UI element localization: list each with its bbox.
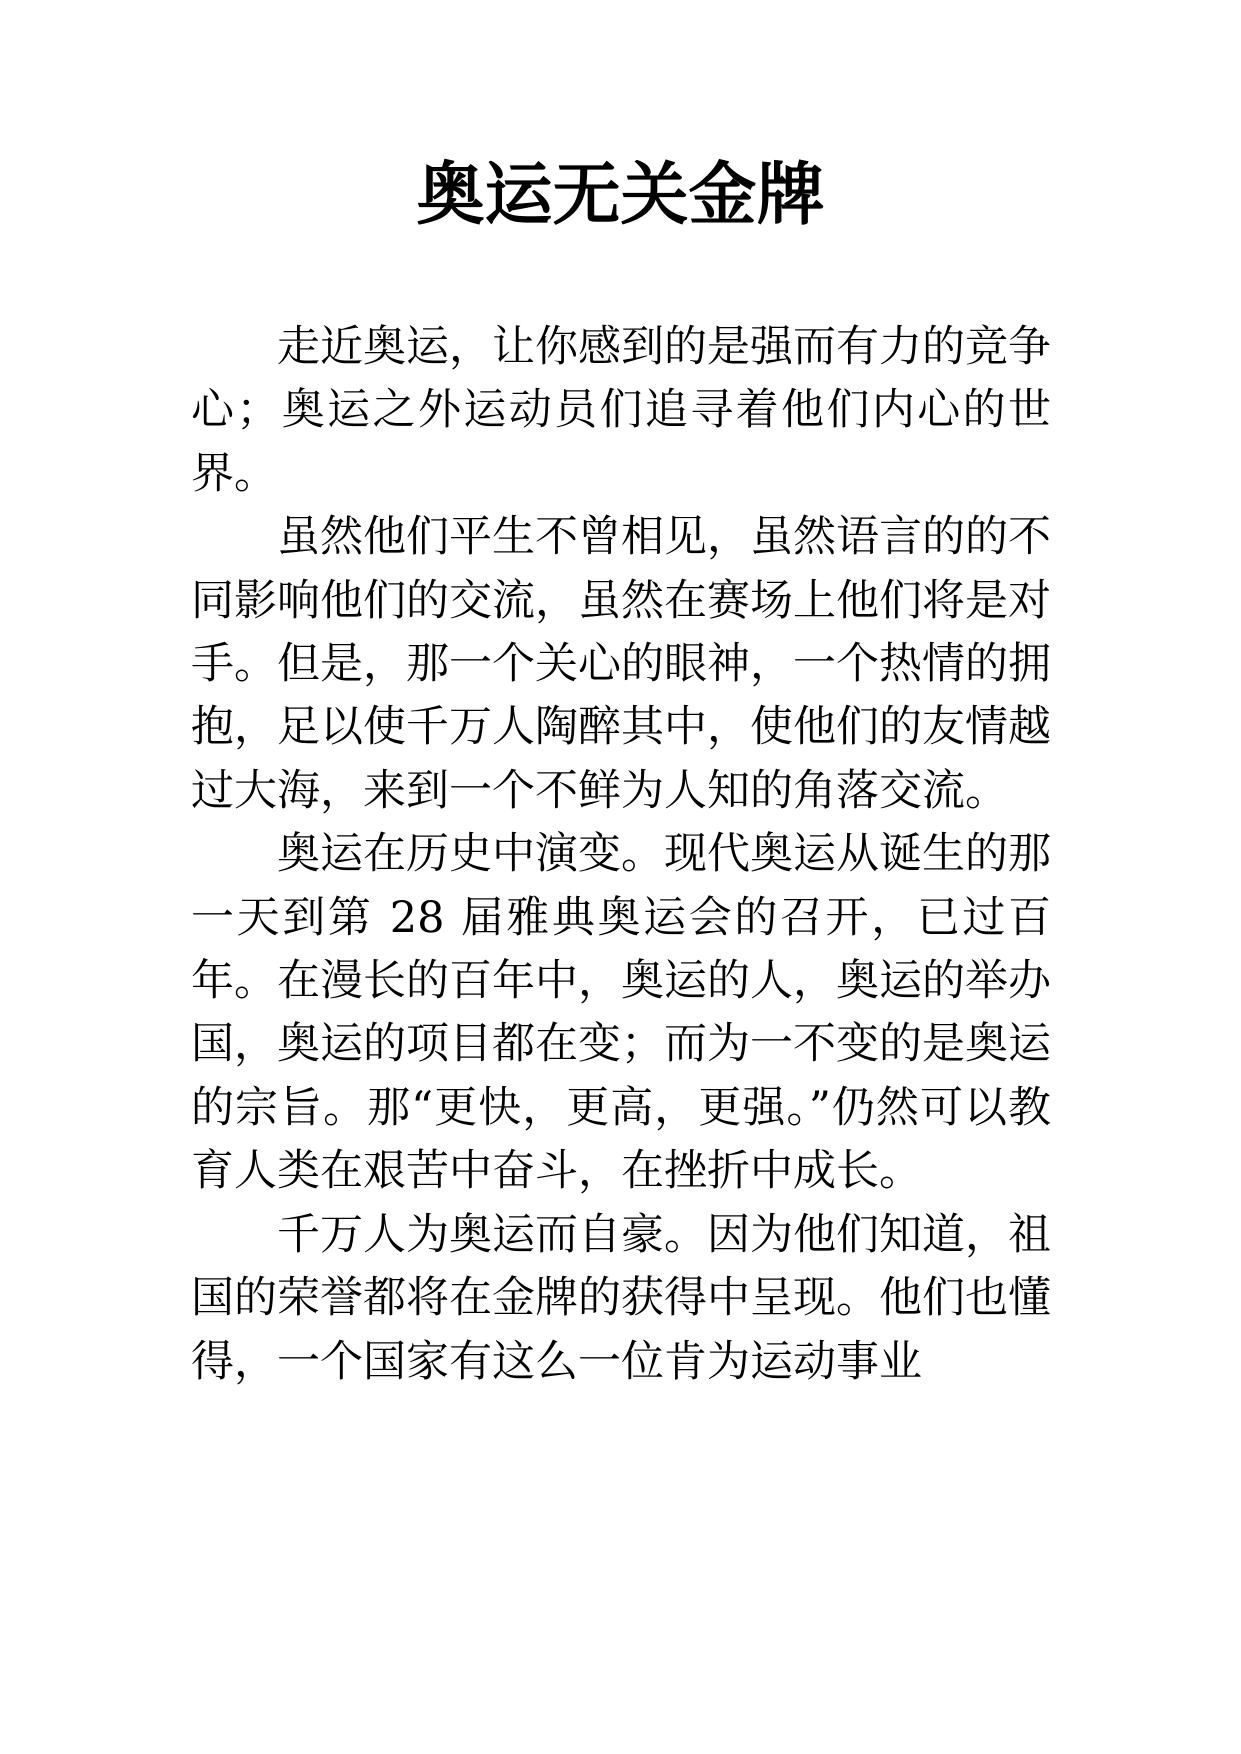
paragraph-2: 虽然他们平生不曾相见，虽然语言的的不同影响他们的交流，虽然在赛场上他们将是对手。但是，那一个关心的眼神，一个热情的拥抱，足以使千万人陶醉其中，使他们的友情越过大海，来到一个不鲜为人知的角落交流。 <box>191 512 1051 816</box>
paragraph-3: 奥运在历史中演变。现代奥运从诞生的那一天到第 28 届雅典奥运会的召开，已过百年。在漫长的百年中，奥运的人，奥运的举办国，奥运的项目都在变；而为一不变的是奥运的宗旨。那“更快，更高，更强。”仍然可以教育人类在艰苦中奋斗，在挫折中成长。 <box>191 829 1051 1197</box>
document-title: 奥运无关金牌 <box>416 155 825 235</box>
document-body <box>191 316 1051 1394</box>
paragraph-4: 千万人为奥运而自豪。因为他们知道，祖国的荣誉都将在金牌的获得中呈现。他们也懂得，一个国家有这么一位肯为运动事业 <box>191 1209 1051 1387</box>
paragraph-1: 走近奥运，让你感到的是强而有力的竞争心；奥运之外运动员们追寻着他们内心的世界。 <box>191 322 1051 499</box>
